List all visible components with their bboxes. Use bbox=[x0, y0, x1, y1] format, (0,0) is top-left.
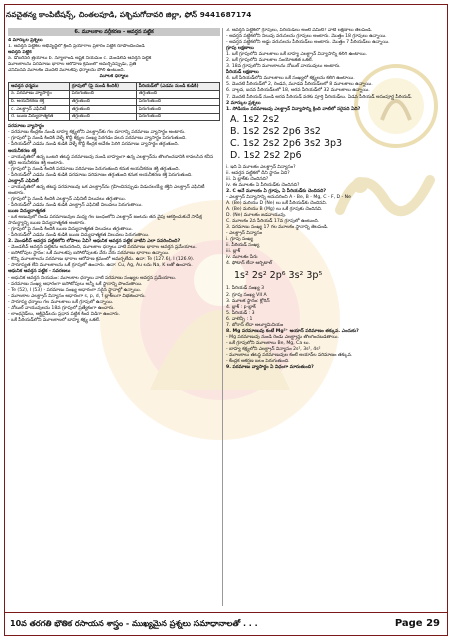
electron-configuration: 1s² 2s² 2p⁶ 3s² 3p⁵ bbox=[234, 270, 323, 282]
text-line: - పీరియడ్‌లో ఎడమ నుండి కుడికి వెళ్ళే కొద్దీ కేంద్రక ఆవేశం పెరిగి పరమాణు వ్యాసార్థం తగ్గుతుంది. bbox=[8, 142, 180, 148]
text-line: ఎలక్ట్రాన్ ఎఫినిటీ bbox=[8, 178, 39, 184]
text-line: - వాయుస్థితిలో ఉన్న తటస్థ పరమాణువు ఒక ఎలక్ట్రాన్‌ను గ్రహించినప్పుడు విడుదలయ్యే శక్తిని ఎలక్ట్రాన్ ఎఫినిటీ అంటారు. bbox=[8, 184, 205, 196]
text-line: 4. ఫోటాన్ లేదా ఆర్బిటాల్ bbox=[226, 261, 273, 267]
text-line: - పీరియడ్‌లో ఎడమ నుండి కుడికి పరమాణు పరిమాణం తగ్గుతుంది కనుక అయనీకరణ శక్తి పెరుగుతుంది. bbox=[8, 172, 193, 178]
right-qa2-text bbox=[226, 286, 444, 371]
text-line: - మూలకాల ఎలక్ట్రాన్ విన్యాసం ఆధారంగా s, p, d, f బ్లాక్‌లుగా విభజించారు. bbox=[8, 293, 146, 299]
text-line: - ఆధునిక ఆవర్తన నియమం: మూలకాల ధర్మాలు వాటి పరమాణు సంఖ్యల ఆవర్తన ప్రమేయాలు. bbox=[8, 275, 177, 281]
text-line: - గ్రూపులో పై నుండి కిందికి వెళ్ళే కొద్దీ కక్ష్యల సంఖ్య పెరగడం వలన పరమాణు వ్యాసార్థం పెరుగుతుంది. bbox=[8, 136, 187, 142]
text-line: - ఆవర్తన పట్టికలోని అడ్డు వరుసలను పీరియడ్‌లు అంటారు. మొత్తం 7 పీరియడ్‌లు ఉన్నాయి. bbox=[226, 40, 390, 46]
table-header: పీరియడ్‌లో (ఎడమ నుండి కుడికి) bbox=[136, 83, 219, 91]
text-line: పరమాణు వ్యాసార్థం bbox=[8, 124, 45, 130]
text-line: - గ్రూపులో పై నుండి కిందికి ఋణ విద్యుదాత్మకత విలువలు తగ్గుతాయి. bbox=[8, 227, 133, 233]
left-body-text bbox=[8, 124, 220, 324]
left-column bbox=[8, 28, 220, 606]
text-line: - ఎలక్ట్రాన్ విన్యాసం bbox=[226, 231, 263, 237]
periodic-properties-table bbox=[8, 82, 220, 121]
text-line: - Te (52), I (53) - పరమాణు సంఖ్య ఆధారంగా సరైన స్థానాల్లో ఉన్నాయి. bbox=[8, 287, 142, 293]
text-line: 8. Mg పరమాణువు కంటే Mg²⁺ అయాన్ పరిమాణం తక్కువ. ఎందుకు? bbox=[226, 328, 359, 334]
table-cell: c. ఎలక్ట్రాన్ ఎఫినిటీ bbox=[9, 106, 70, 114]
text-line: - పరమాణు కేంద్రకం నుండి బాహ్య కక్ష్యలోని ఎలక్ట్రాన్‌కు గల దూరాన్ని పరమాణు వ్యాసార్థం అంటారు. bbox=[8, 130, 186, 136]
text-line: 2 మార్కుల ప్రశ్నలు bbox=[226, 100, 261, 106]
text-line: మూలకాలను పరమాణు భారాల ఆరోహణ క్రమంలో అమర్చినప్పుడు, ప్రతి bbox=[8, 62, 137, 68]
table-row bbox=[9, 113, 220, 121]
text-line: 1. పీరియడ్ సంఖ్య 3 bbox=[226, 286, 265, 292]
table-cell: తగ్గుతుంది bbox=[69, 98, 136, 106]
text-line: 3. మూలక స్థానం: క్లోరిన్ bbox=[226, 298, 270, 304]
text-line: - ఒక అణువులో రెండు పరమాణువుల మధ్య గల బంధంలోని ఎలక్ట్రాన్ జంటను తన వైపు ఆకర్షించుకునే సాపేక్ష సామర్థ్యాన్ని ఋణ విద్యుదాత్మకత అంటారు. bbox=[8, 215, 202, 227]
text-line: a. డోబరీనర్ త్రయాలు b. న్యూలాండ్ అష్టక నియమం c. మెండలీవ్ ఆవర్తన పట్టిక bbox=[8, 56, 152, 62]
text-line: D. (Ne) మూలకం జడవాయువు. bbox=[226, 213, 287, 219]
text-line: 9. పరమాణు వ్యాసార్థం ఏ విధంగా మారుతుంది? bbox=[226, 365, 314, 371]
option-d: D. 1s2 2s2 2p6 bbox=[230, 149, 302, 161]
table-cell: d. ఋణ విద్యుదాత్మకత bbox=[9, 113, 70, 121]
footer-text: 10వ తరగతి భౌతిక రసాయన శాస్త్రం - ముఖ్యమైన ప్రశ్నలు సమాధానాలతో . . . bbox=[10, 619, 258, 628]
text-line: 4. ఒకే పీరియడ్‌లోని మూలకాలు ఒకే సంఖ్యలో కక్ష్యలను కలిగి ఉంటాయి. bbox=[226, 76, 355, 82]
text-line: iii. ఏ బ్లాక్‌కు చెందినది? bbox=[226, 176, 269, 182]
text-line: ఎనిమిదవ మూలకం మొదటి మూలకపు ధర్మాలను పోలి ఉంటుంది. bbox=[8, 68, 125, 74]
text-line: - నోబుల్ వాయువులను 18వ గ్రూపులో ప్రత్యేకంగా ఉంచారు. bbox=[8, 305, 115, 311]
text-line: - ఒకే పీరియడ్‌లోని మూలకాలలో బాహ్య కక్ష్య ఒకటే. bbox=[8, 317, 101, 323]
question-text: 1. సోడియం పరమాణువు ఎలక్ట్రాన్ విన్యాసాన్ని క్రింది వాటిలో సరైనది ఏది? bbox=[226, 106, 361, 112]
text-line: - Mg పరమాణువు నుండి రెండు ఎలక్ట్రాన్లు తొలగించబడతాయి. bbox=[226, 334, 339, 340]
text-line: i. ఇది ఏ మూలకం ఎలక్ట్రాన్ విన్యాసం? bbox=[226, 164, 296, 170]
right-column bbox=[226, 28, 444, 606]
table-cell: పెరుగుతుంది bbox=[136, 113, 219, 121]
text-line: అయనీకరణ శక్తి bbox=[8, 148, 37, 154]
table-row bbox=[9, 90, 220, 98]
text-line: - కొన్ని మూలకాలను పరమాణు భారాల ఆరోహణ క్రమంలో అమర్చలేదు. ఉదా: Te (127.6), I (126.9). bbox=[8, 257, 195, 263]
text-line: 7. బోరాన్ లేదా అల్యూమినియం bbox=[226, 322, 284, 328]
text-line: - మెండలీవ్ ఆవర్తన పట్టికను అనుసరించి, మూలకాల ధర్మాలు వాటి పరమాణు భారాల ఆవర్తన ప్రమేయాలు. bbox=[8, 245, 197, 251]
text-line: - మూలకాలు తటస్థ పరమాణువుల కంటే అయాన్‌ల పరిమాణం తక్కువ. bbox=[226, 352, 353, 358]
text-line: - పరమాణు సంఖ్య ఆధారంగా ఐసోటోపులు అన్నీ ఒకే స్థానాన్ని పొందుతాయి. bbox=[8, 281, 143, 287]
text-line: ఋణ విద్యుదాత్మకత bbox=[8, 209, 46, 214]
text-line: 4. బ్లాక్ : p-బ్లాక్ bbox=[226, 304, 256, 310]
table-row bbox=[9, 106, 220, 114]
table-title: మూలక ధర్మాలు bbox=[99, 74, 129, 80]
subheading: 4 మార్కుల ప్రశ్నలు bbox=[8, 38, 43, 44]
text-line: 6. నాల్గవ, ఐదవ పీరియడ్‌లలో 18, ఆరవ పీరియడ్‌లో 32 మూలకాలు ఉన్నాయి. bbox=[226, 88, 370, 94]
option-b: B. 1s2 2s2 2p6 3s2 bbox=[230, 125, 321, 137]
page-number: Page 29 bbox=[394, 618, 440, 629]
text-line: - బాహ్య కక్ష్యలోని ఎలక్ట్రాన్ విన్యాసం 2s², 3s², 4s² bbox=[226, 346, 321, 352]
table-cell: b. అయనీకరణ శక్తి bbox=[9, 98, 70, 106]
right-intro-text bbox=[226, 28, 444, 107]
text-line: 5. మొదటి పీరియడ్‌లో 2, రెండవ, మూడవ పీరియడ్‌లలో 8 మూలకాలు ఉన్నాయి. bbox=[226, 82, 373, 88]
section-title: 6. మూలకాల వర్గీకరణ - ఆవర్తన పట్టిక bbox=[8, 28, 220, 36]
text-line: 3. పరమాణు సంఖ్య 17 గల మూలకం స్థానాన్ని తెలపండి. bbox=[226, 225, 329, 231]
text-line: - సారూప్యత లేని మూలకాలను ఒకే గ్రూపులో ఉంచారు. ఉదా: Cu, Ag, Au లను Na, K లతో ఉంచారు. bbox=[8, 263, 193, 269]
text-line: - ఆవర్తన పట్టికలోని నిలువు వరుసలను గ్రూపులు అంటారు. మొత్తం 18 గ్రూపులు ఉన్నాయి. bbox=[226, 34, 387, 40]
page-footer bbox=[4, 612, 448, 634]
table-cell: పెరుగుతుంది bbox=[136, 98, 219, 106]
text-line: i. గ్రూపు సంఖ్య bbox=[226, 237, 254, 243]
text-line: పీరియడ్ లక్షణాలు bbox=[226, 70, 259, 76]
table-cell: తగ్గుతుంది bbox=[69, 113, 136, 121]
text-line: - ఐసోటోపుల స్థానం: ఒకే మూలకపు ఐసోటోపులకు వేరు వేరు పరమాణు భారాలు ఉన్నాయి. bbox=[8, 251, 170, 257]
text-line: 2. గ్రూపు సంఖ్య VII A bbox=[226, 292, 267, 298]
text-line: 2. ఒకే గ్రూపులోని మూలకాల సంయోజకత ఒకటే. bbox=[226, 58, 314, 64]
text-line: - వాయుస్థితిలో ఉన్న ఒంటరి తటస్థ పరమాణువు నుండి బాహ్యంగా ఉన్న ఎలక్ట్రాన్‌ను తొలగించడానికి కావలసిన కనీస శక్తిని అయనీకరణ శక్తి అంటారు. bbox=[8, 154, 214, 166]
table-header: గ్రూపులో (పై నుండి కిందికి) bbox=[69, 83, 136, 91]
text-line: 2. C అనే మూలకం ఏ గ్రూపు, ఏ పీరియడ్‌కు చెందినది? bbox=[226, 188, 327, 194]
text-line: - పీరియడ్‌లో ఎడమ నుండి కుడికి ఋణ విద్యుదాత్మకత విలువలు పెరుగుతాయి. bbox=[8, 233, 150, 239]
table-cell: తగ్గుతుంది bbox=[136, 90, 219, 98]
table-cell: తగ్గుతుంది bbox=[69, 106, 136, 114]
text-line: - కేంద్రక ఆకర్షణ బలం పెరుగుతుంది. bbox=[226, 359, 290, 365]
text-line: 7. మొదటి పీరియడ్ నుండి ఆరవ పీరియడ్ వరకు పూర్తి పీరియడ్‌లు. ఏడవ పీరియడ్ అసంపూర్ణ పీరియడ్. bbox=[226, 94, 413, 100]
table-cell: పెరుగుతుంది bbox=[136, 106, 219, 114]
text-line: గ్రూపు లక్షణాలు bbox=[226, 46, 254, 52]
table-cell: పెరుగుతుంది bbox=[69, 90, 136, 98]
text-line: 3. ఆవర్తన పట్టికలో గ్రూపులు, పీరియడ్‌లు అంటే ఏమిటి? వాటి లక్షణాలు తెలపండి. bbox=[226, 28, 373, 33]
right-qa-text bbox=[226, 165, 444, 268]
text-line: iv. మూలకం పేరు bbox=[226, 255, 258, 261]
text-line: 3. 18వ గ్రూపులోని మూలకాలను నోబుల్ వాయువులు అంటారు. bbox=[226, 64, 341, 70]
text-line: - ఒకే గ్రూపులోని మూలకాలు Be, Mg, Ca లు. bbox=[226, 340, 310, 346]
text-line: - లాంథనైడ్‌లు, ఆక్టినైడ్‌లను ప్రధాన పట్టిక కింద విడిగా ఉంచారు. bbox=[8, 311, 120, 317]
text-line: 5. పీరియడ్ : 3 bbox=[226, 310, 255, 316]
text-line: - ఎలక్ట్రాన్ విన్యాసాన్ని అనుసరించి A - Be, B - Mg, C - F, D - Ne bbox=[226, 194, 351, 200]
text-line: A. (Be) మరియు D (Ne) లు ఒకే పీరియడ్‌కు చెందినవి. bbox=[226, 200, 328, 206]
subheading: అవర్తన పట్టిక bbox=[8, 50, 32, 56]
text-line: - సారూప్య ధర్మాలు గల మూలకాలు ఒకే గ్రూపులో ఉన్నాయి. bbox=[8, 299, 114, 305]
text-line: - గ్రూపులో పై నుండి కిందికి పరమాణు పరిమాణం పెరుగుతుంది కనుక అయనీకరణ శక్తి తగ్గుతుంది. bbox=[8, 166, 180, 172]
text-line: ii. పీరియడ్ సంఖ్య bbox=[226, 243, 260, 249]
question-text: 1. ఆవర్తన పట్టికల అభివృద్ధిలో క్రింది ప్రయోగాల ప్రకారం పట్టిక రూపొందించండి bbox=[8, 44, 145, 50]
text-line: 2. మెండలీవ్ ఆవర్తన పట్టికలోని లోపాలు ఏవి? ఆధునిక ఆవర్తన పట్టిక వాటిని ఎలా సవరించింది? bbox=[8, 239, 181, 245]
table-header: ఆవర్తన ధర్మము bbox=[9, 83, 70, 91]
text-line: 1. ఒకే గ్రూపులోని మూలకాలు ఒకే బాహ్య ఎలక్ట్రాన్ విన్యాసాన్ని కలిగి ఉంటాయి. bbox=[226, 52, 367, 58]
text-line: 6. వాలెన్సీ : 1 bbox=[226, 316, 253, 322]
text-line: ఆధునిక ఆవర్తన పట్టిక - సవరణలు bbox=[8, 269, 71, 275]
text-line: A. (Be) మరియు B (Mg) లు ఒకే గ్రూపుకు చెందినవి. bbox=[226, 206, 323, 212]
option-a: A. 1s2 2s2 bbox=[230, 113, 280, 125]
text-line: - పీరియడ్‌లో ఎడమ నుండి కుడికి ఎలక్ట్రాన్ ఎఫినిటీ విలువలు పెరుగుతాయి. bbox=[8, 202, 143, 208]
text-line: ii. ఆవర్తన పట్టికలో దీని స్థానం ఏది? bbox=[226, 170, 290, 176]
answer-options bbox=[226, 114, 444, 162]
table-row bbox=[9, 98, 220, 106]
text-line: C. మూలకం 2వ పీరియడ్ 17వ గ్రూపులో ఉంటుంది. bbox=[226, 219, 320, 225]
option-c: C. 1s2 2s2 2p6 3s2 3p3 bbox=[230, 137, 343, 149]
page-header: నవచైతన్య కాంపిటీషన్స్, చింతలపూడి, పశ్చిమగోదావరి జిల్లా, ఫోన్ 9441687174 bbox=[6, 10, 252, 19]
column-divider bbox=[222, 28, 223, 606]
text-line: iii. బ్లాక్ bbox=[226, 249, 241, 255]
table-cell: a. పరమాణు వ్యాసార్థం bbox=[9, 90, 70, 98]
text-line: iv. ఈ మూలకం ఏ పీరియడ్‌కు చెందినది? bbox=[226, 182, 300, 188]
text-line: - గ్రూపులో పై నుండి కిందికి ఎలక్ట్రాన్ ఎఫినిటీ విలువలు తగ్గుతాయి. bbox=[8, 196, 127, 202]
